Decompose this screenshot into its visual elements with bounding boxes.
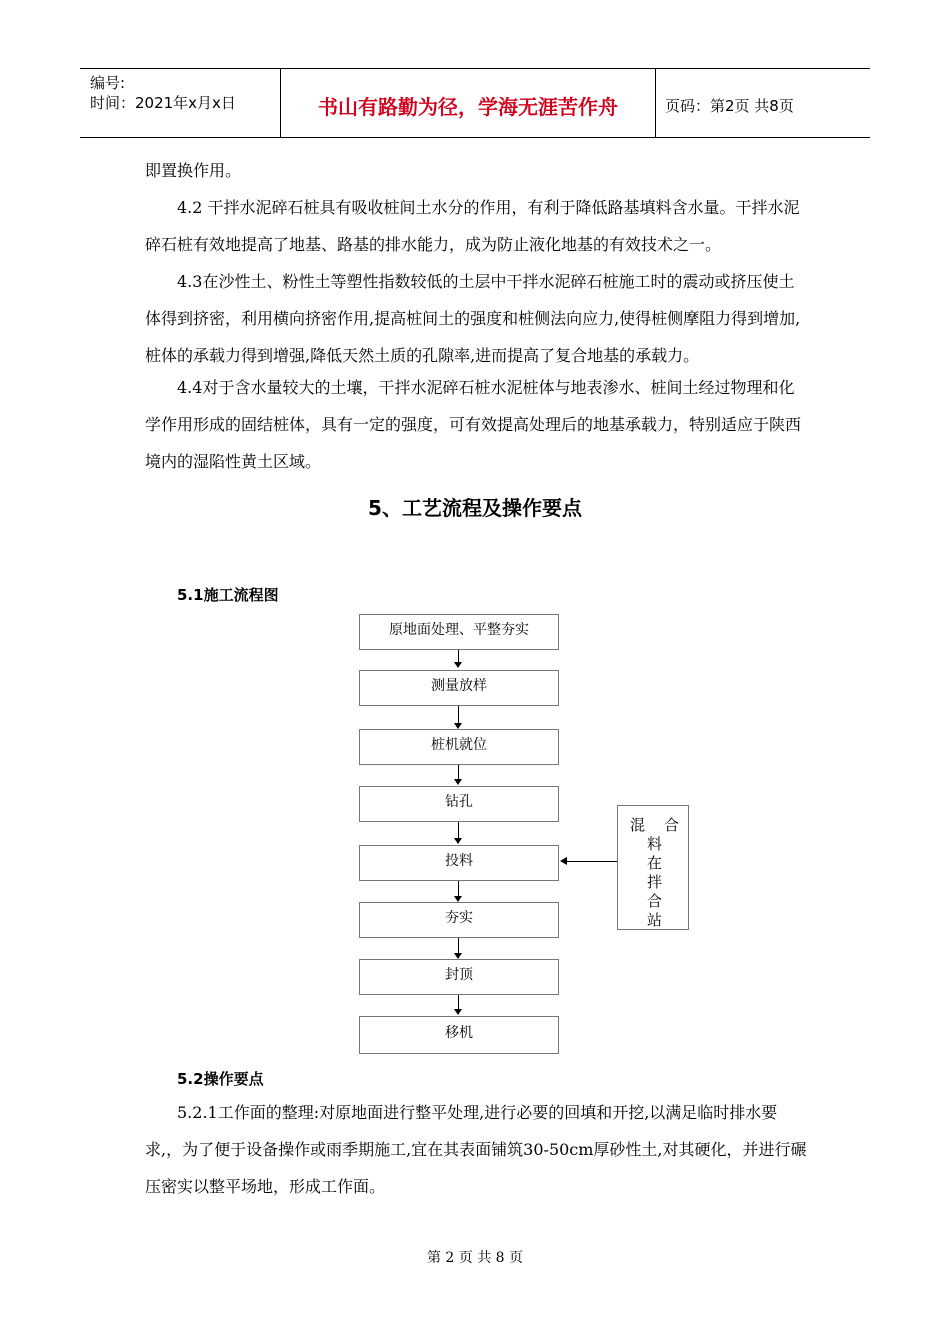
- flow-step-4: 钻孔: [359, 786, 559, 822]
- flow-connector: [458, 938, 459, 953]
- paragraph-4-4: 4.4对于含水量较大的土壤，干拌水泥碎石桩水泥桩体与地表渗水、桩间土经过物理和化学作用形成的固结桩体，具有一定的强度，可有效提高处理后的地基承载力，特别适应于陕西境内的湿陷性黄土区域。: [145, 378, 802, 471]
- side-box-char: 在: [647, 854, 663, 872]
- flow-connector: [458, 881, 459, 896]
- side-connector: [566, 861, 617, 862]
- subheading-5-1: 5.1施工流程图: [177, 586, 279, 604]
- motto: 书山有路勤为径，学海无涯苦作舟: [318, 95, 618, 119]
- side-box-char: 合: [664, 816, 680, 834]
- flow-step-5: 投料: [359, 845, 559, 881]
- side-box-char: 合: [647, 892, 663, 910]
- side-box-char: 拌: [647, 873, 663, 891]
- flow-step-8: 移机: [359, 1016, 559, 1054]
- down-arrow-icon: [454, 662, 462, 668]
- section-title: 5、工艺流程及操作要点: [368, 496, 582, 520]
- side-box-char: 站: [647, 911, 663, 929]
- down-arrow-icon: [454, 779, 462, 785]
- down-arrow-icon: [454, 838, 462, 844]
- flow-step-7: 封顶: [359, 959, 559, 995]
- left-arrow-icon: [560, 857, 567, 865]
- paragraph-4-2: 4.2 干拌水泥碎石桩具有吸收桩间土水分的作用，有利于降低路基填料含水量。干拌水泥碎石桩有效地提高了地基、路基的排水能力，成为防止液化地基的有效技术之一。: [145, 198, 800, 254]
- page-info: 页码：第2页 共8页: [665, 97, 794, 115]
- flow-step-1: 原地面处理、平整夯实: [359, 614, 559, 650]
- flow-step-2: 测量放样: [359, 670, 559, 706]
- flow-connector: [458, 822, 459, 838]
- paragraph-4-3: 4.3在沙性土、粉性土等塑性指数较低的土层中干拌水泥碎石桩施工时的震动或挤压使土体得到挤密，利用横向挤密作用,提高桩间土的强度和桩侧法向应力,使得桩侧摩阻力得到增加,桩体的承载力得到增强,降低天然土质的孔隙率,进而提高了复合地基的承载力。: [145, 272, 801, 365]
- flow-step-6: 夯实: [359, 902, 559, 938]
- header-left-cell: [80, 69, 280, 137]
- page-header: [80, 68, 870, 138]
- side-box-char: 混: [630, 816, 646, 834]
- side-box-char: 料: [647, 835, 663, 853]
- flow-connector: [458, 650, 459, 662]
- number-label: 编号:: [90, 74, 126, 92]
- flow-step-3: 桩机就位: [359, 729, 559, 765]
- mixing-station-box: [617, 805, 689, 930]
- flow-connector: [458, 765, 459, 779]
- subheading-5-2: 5.2操作要点: [177, 1070, 264, 1088]
- header-right-cell: [655, 69, 870, 137]
- flow-connector: [458, 995, 459, 1009]
- page-footer: 第 2 页 共 8 页: [426, 1250, 524, 1266]
- down-arrow-icon: [454, 1009, 462, 1015]
- header-motto-cell: [280, 69, 656, 137]
- time-label: 时间：2021年x月x日: [90, 94, 236, 112]
- paragraph-5-2-1: 5.2.1工作面的整理:对原地面进行整平处理,进行必要的回填和开挖,以满足临时排水要求,，为了便于设备操作或雨季期施工,宜在其表面铺筑30-50cm厚砂性土,对其硬化，并进行碾压密实以整平场地，形成工作面。: [145, 1103, 807, 1196]
- paragraph-0: 即置换作用。: [145, 161, 242, 180]
- flow-connector: [458, 706, 459, 723]
